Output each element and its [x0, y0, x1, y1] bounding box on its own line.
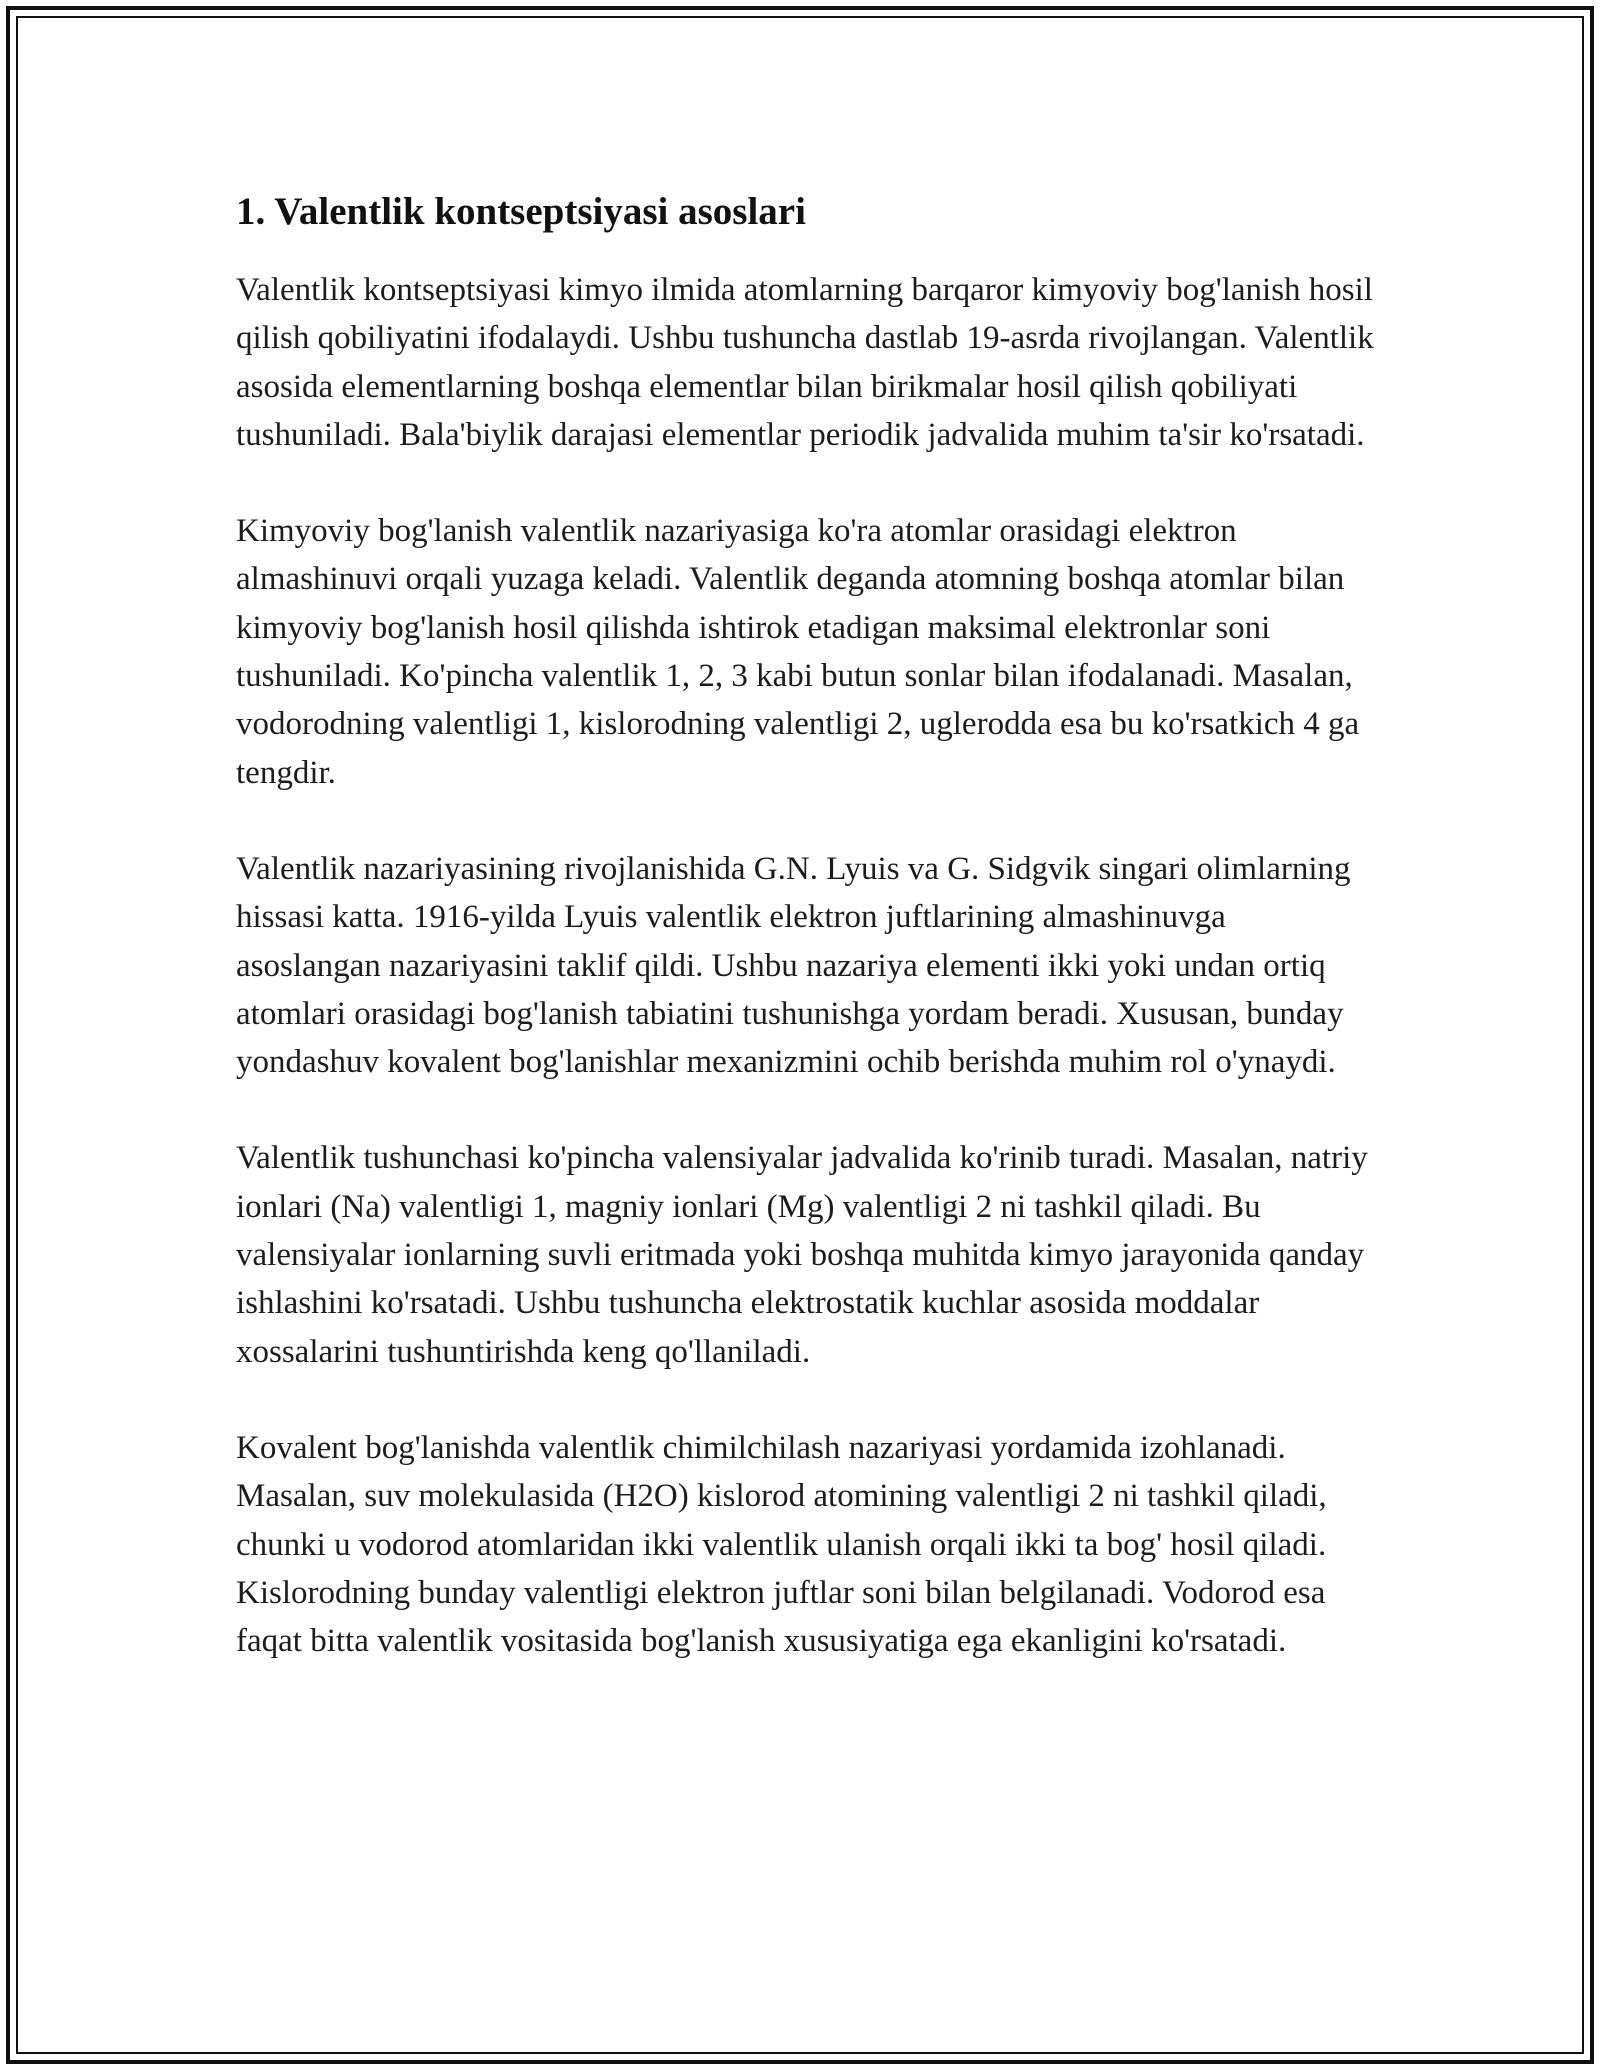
paragraph-3: Valentlik nazariyasining rivojlanishida G.N. Lyuis va G. Sidgvik singari olimlarning hissasi katta. 1916-yilda Lyuis valentlik elektron juftlarining almashinuvga asoslangan nazariyasini taklif qildi. Ushbu nazariya elementi ikki yoki undan ortiq atomlari orasidagi bog'lanish tabiatini tushunishga yordam beradi. Xususan, bunday yondashuv kovalent bog'lanishlar mexanizmini ochib berishda muhim rol o'ynaydi. — [236, 850, 1351, 1081]
paragraph-2: Kimyoviy bog'lanish valentlik nazariyasiga ko'ra atomlar orasidagi elektron almashinuvi orqali yuzaga keladi. Valentlik deganda atomning boshqa atomlar bilan kimyoviy bog'lanish hosil qilishda ishtirok etadigan maksimal elektronlar soni tushuniladi. Ko'pincha valentlik 1, 2, 3 kabi butun sonlar bilan ifodalanadi. Masalan, vodorodning valentligi 1, kislorodning valentligi 2, uglerodda esa bu ko'rsatkich 4 ga tengdir. — [236, 513, 1360, 791]
paragraph-1: Valentlik kontseptsiyasi kimyo ilmida atomlarning barqaror kimyoviy bog'lanish hosil qilish qobiliyatini ifodalaydi. Ushbu tushuncha dastlab 19-asrda rivojlangan. Valentlik asosida elementlarning boshqa elementlar bilan birikmalar hosil qilish qobiliyati tushuniladi. Bala'biylik darajasi elementlar periodik jadvalida muhim ta'sir ko'rsatadi. — [236, 272, 1374, 453]
paragraph-4: Valentlik tushunchasi ko'pincha valensiyalar jadvalida ko'rinib turadi. Masalan, natriy ionlari (Na) valentligi 1, magniy ionlari (Mg) valentligi 2 ni tashkil qiladi. Bu valensiyalar ionlarning suvli eritmada yoki boshqa muhitda kimyo jarayonida qanday ishlashini ko'rsatadi. Ushbu tushuncha elektrostatik kuchlar asosida moddalar xossalarini tushuntirishda keng qo'llaniladi. — [236, 1140, 1368, 1370]
section-heading: 1. Valentlik kontseptsiyasi asoslari — [236, 190, 806, 233]
document-body — [236, 186, 1376, 1713]
paragraph-5: Kovalent bog'lanishda valentlik chimilchilash nazariyasi yordamida izohlanadi. Masalan, suv molekulasida (H2O) kislorod atomining valentligi 2 ni tashkil qiladi, chunki u vodorod atomlaridan ikki valentlik ulanish orqali ikki ta bog' hosil qiladi. Kislorodning bunday valentligi elektron juftlar soni bilan belgilanadi. Vodorod esa faqat bitta valentlik vositasida bog'lanish xususiyatiga ega ekanligini ko'rsatadi. — [236, 1429, 1327, 1660]
